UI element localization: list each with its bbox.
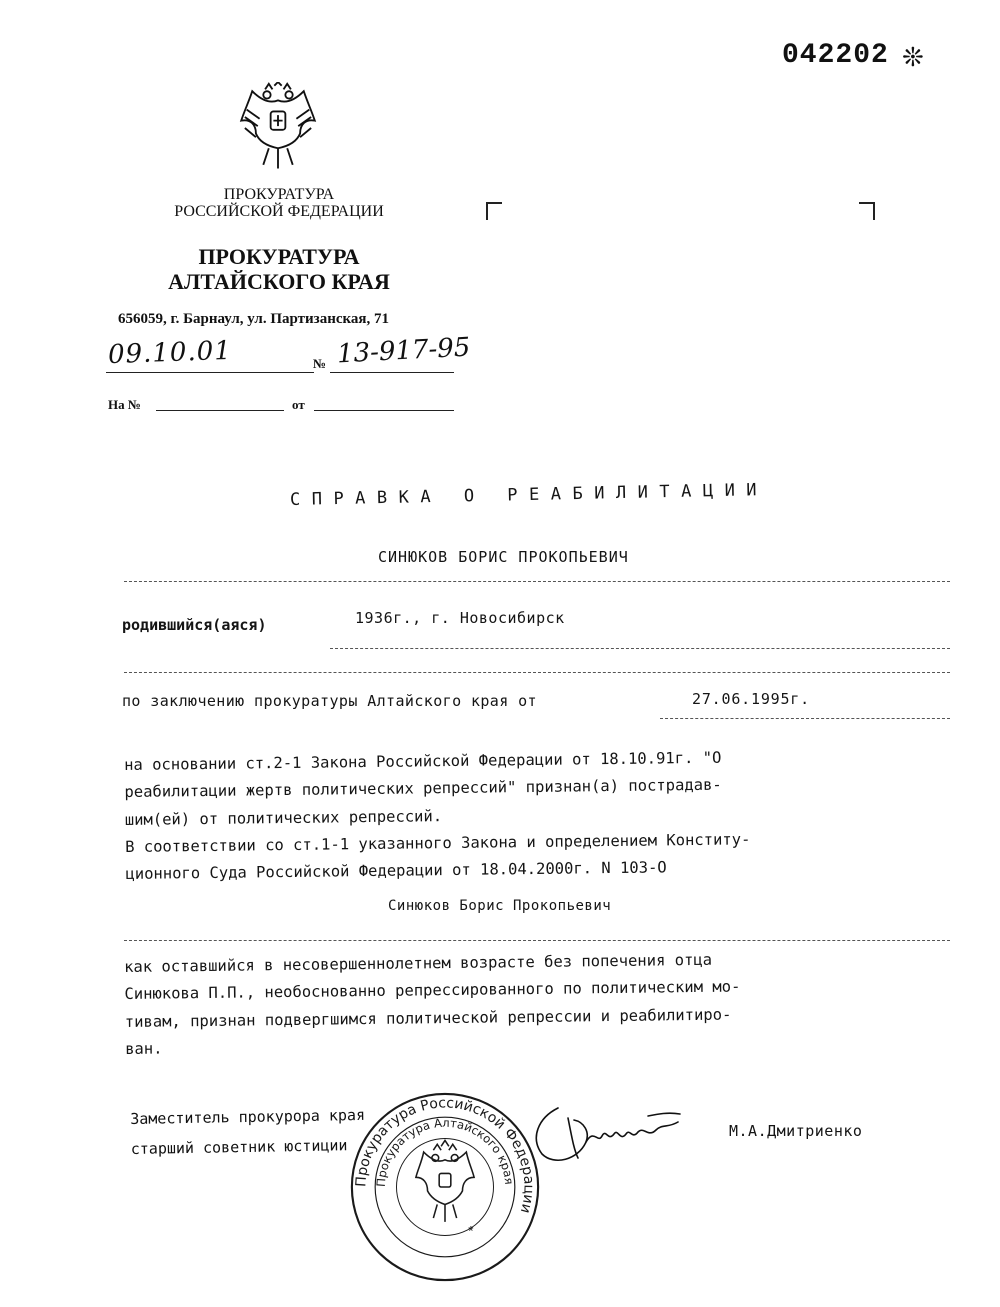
handwritten-signature: [528, 1098, 688, 1168]
reference-date-label: от: [292, 397, 305, 412]
document-title: СПРАВКА О РЕАБИЛИТАЦИИ: [289, 479, 769, 510]
signer-position-line: Заместитель прокурора края: [130, 1105, 366, 1128]
signer-name: М.А.Дмитриенко: [729, 1122, 863, 1140]
field-rule: [124, 940, 950, 941]
org-main-line: ПРОКУРАТУРА: [198, 244, 360, 269]
snowflake-ornament-icon: ❊: [902, 42, 924, 72]
official-seal: [348, 1090, 542, 1284]
basis-text: по заключению прокуратуры Алтайского края от: [122, 692, 537, 710]
seal-inner-text: Прокуратура Алтайского края: [373, 1115, 517, 1188]
reg-date-underline: [106, 372, 314, 373]
org-address: 656059, г. Барнаул, ул. Партизанская, 71: [118, 311, 390, 327]
person-name: СИНЮКОВ БОРИС ПРОКОПЬЕВИЧ: [378, 548, 629, 566]
rehabilitation-reason-paragraph: [124, 944, 960, 1063]
org-name-regional: [150, 244, 408, 294]
person-name-repeat: Синюков Борис Прокопьевич: [388, 898, 612, 914]
field-rule: [660, 718, 950, 719]
basis-date: 27.06.1995г.: [692, 690, 810, 708]
birth-value: 1936г., г. Новосибирск: [355, 609, 565, 627]
registration-date-handwritten: 09.10.01: [107, 335, 233, 371]
field-rule: [124, 672, 950, 673]
paragraph-line: как оставшийся в несовершеннолетнем возрасте без попечения отца: [124, 950, 713, 976]
paragraph-line: В соответствии со ст.1-1 указанного Закона и определением Конститу-: [125, 830, 751, 856]
seal-star-icon: *: [468, 1223, 474, 1239]
signer-position: [130, 1100, 366, 1164]
signer-position-line: старший советник юстиции: [130, 1136, 348, 1158]
paragraph-line: реабилитации жертв политических репрессий" признан(а) пострадав-: [124, 775, 722, 802]
reg-number-label: №: [313, 356, 327, 371]
field-rule: [330, 648, 950, 649]
seal-eagle-icon: [416, 1140, 474, 1221]
registration-number-handwritten: 13-917-95: [336, 332, 472, 370]
document-serial-number: 042202: [782, 40, 889, 71]
addressee-corner-right: [859, 202, 875, 220]
rehabilitation-basis-paragraph: [124, 742, 961, 889]
field-rule: [124, 581, 950, 582]
birth-label: родившийся(аяся): [122, 616, 267, 634]
paragraph-line: ван.: [125, 1039, 163, 1058]
org-line: РОССИЙСКОЙ ФЕДЕРАЦИИ: [174, 203, 384, 220]
reference-number-line: [156, 410, 284, 411]
org-name-federal: [150, 186, 408, 220]
seal-outer-text: Прокуратура Российской Федерации: [353, 1095, 537, 1215]
paragraph-line: на основании ст.2-1 Закона Российской Федерации от 18.10.91г. "О: [124, 748, 722, 774]
reference-date-line: [314, 410, 454, 411]
paragraph-line: Синюкова П.П., необоснованно репрессированного по политическим мо-: [124, 977, 741, 1004]
svg-text:Прокуратура Российской Федерац: [353, 1095, 536, 1215]
double-headed-eagle-icon: [232, 82, 324, 174]
org-line: ПРОКУРАТУРА: [223, 186, 335, 203]
reg-number-underline: [330, 372, 454, 373]
paragraph-line: шим(ей) от политических репрессий.: [124, 806, 443, 829]
paragraph-line: тивам, признан подвергшимся политической репрессии и реабилитиро-: [124, 1005, 732, 1031]
paragraph-line: ционного Суда Российской Федерации от 18.04.2000г. N 103-О: [125, 858, 667, 884]
org-main-line: АЛТАЙСКОГО КРАЯ: [168, 269, 390, 294]
addressee-corner-left: [486, 202, 502, 220]
reference-number-label: На №: [108, 397, 141, 412]
